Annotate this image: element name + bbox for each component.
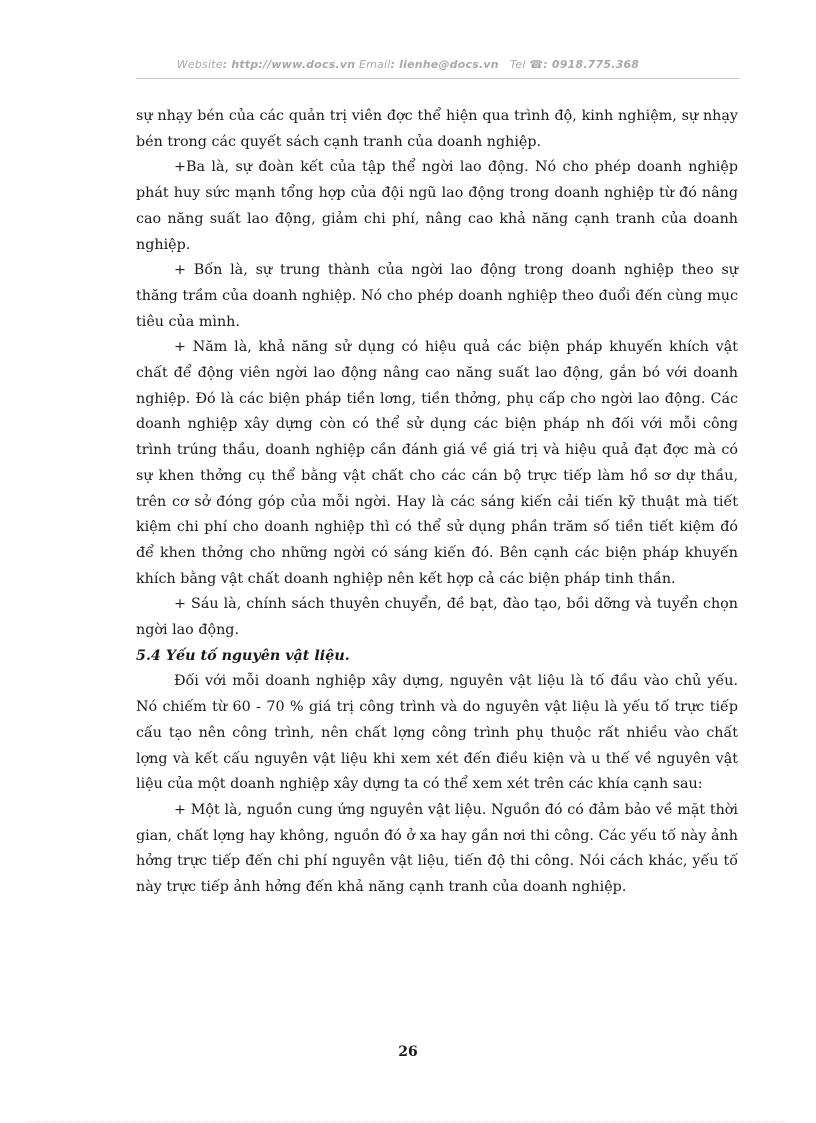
website-url: : http://www.docs.vn bbox=[222, 58, 356, 71]
header-rule bbox=[136, 78, 740, 79]
paragraph-ba-la: +Ba là, sự đoàn kết của tập thể ngời lao động. Nó cho phép doanh nghiệp phát huy sức mạnh tổng hợp của đội ngũ lao động trong doanh nghiệp từ đó nâng cao năng suất lao động, giảm chi phí, nâng cao khả năng cạnh tranh của doanh nghiệp. bbox=[136, 159, 738, 253]
paragraph-continuation: sự nhạy bén của các quản trị viên đợc thể hiện qua trình độ, kinh nghiệm, sự nhạy bén trong các quyết sách cạnh tranh của doanh nghiệp. bbox=[136, 108, 738, 150]
section-heading: 5.4 Yếu tố nguyên vật liệu. bbox=[136, 647, 350, 664]
document-body bbox=[136, 104, 738, 901]
email-address: : lienhe@docs.vn bbox=[390, 58, 499, 71]
website-label: Website bbox=[176, 58, 223, 71]
paragraph-nam-la: + Năm là, khả năng sử dụng có hiệu quả các biện pháp khuyến khích vật chất để động viên ngời lao động nâng cao năng suất lao động, gắn bó với doanh nghiệp. Đó là các biện pháp tiền lơng, tiền thởng, phụ cấp cho ngời lao động. Các doanh nghiệp xây dựng còn có thể sử dụng các biện pháp nh đối với mỗi công trình trúng thầu, doanh nghiệp cần đánh giá về giá trị và hiệu quả đạt đợc mà có sự khen thởng cụ thể bằng vật chất cho các cán bộ trực tiếp làm hồ sơ dự thầu, trên cơ sở đóng góp của mỗi ngời. Hay là các sáng kiến cải tiến kỹ thuật mà tiết kiệm chi phí cho doanh nghiệp thì có thể sử dụng phần trăm số tiền tiết kiệm đó để khen thởng cho những ngời có sáng kiến đó. Bên cạnh các biện pháp khuyến khích bằng vật chất doanh nghiệp nên kết hợp cả các biện pháp tinh thần. bbox=[136, 339, 738, 587]
paragraph-section-intro: Đối với mỗi doanh nghiệp xây dựng, nguyên vật liệu là tố đầu vào chủ yếu. Nó chiếm từ 60 - 70 % giá trị công trình và do nguyên vật liệu là yếu tố trực tiếp cấu tạo nên công trình, nên chất lợng công trình phụ thuộc rất nhiều vào chất lợng và kết cấu nguyên vật liệu khi xem xét đến điều kiện và u thế về nguyên vật liệu của một doanh nghiệp xây dựng ta có thể xem xét trên các khía cạnh sau: bbox=[136, 673, 738, 793]
page-header bbox=[0, 58, 816, 71]
footer-dotted-line bbox=[28, 1121, 788, 1122]
paragraph-bon-la: + Bốn là, sự trung thành của ngời lao động trong doanh nghiệp theo sự thăng trầm của doanh nghiệp. Nó cho phép doanh nghiệp theo đuổi đến cùng mục tiêu của mình. bbox=[136, 262, 738, 330]
page-number: 26 bbox=[398, 1044, 418, 1060]
tel-number: ☎: 0918.775.368 bbox=[529, 58, 640, 71]
email-label: Email bbox=[358, 58, 391, 71]
paragraph-mot-la: + Một là, nguồn cung ứng nguyên vật liệu. Nguồn đó có đảm bảo về mặt thời gian, chất lợng hay không, nguồn đó ở xa hay gần nơi thi công. Các yếu tố này ảnh hởng trực tiếp đến chi phí nguyên vật liệu, tiến độ thi công. Nói cách khác, yếu tố này trực tiếp ảnh hởng đến khả năng cạnh tranh của doanh nghiệp. bbox=[136, 801, 738, 896]
tel-label: Tel bbox=[509, 58, 526, 71]
paragraph-sau-la: + Sáu là, chính sách thuyên chuyển, đề bạt, đào tạo, bồi dỡng và tuyển chọn ngời lao động. bbox=[136, 596, 738, 639]
